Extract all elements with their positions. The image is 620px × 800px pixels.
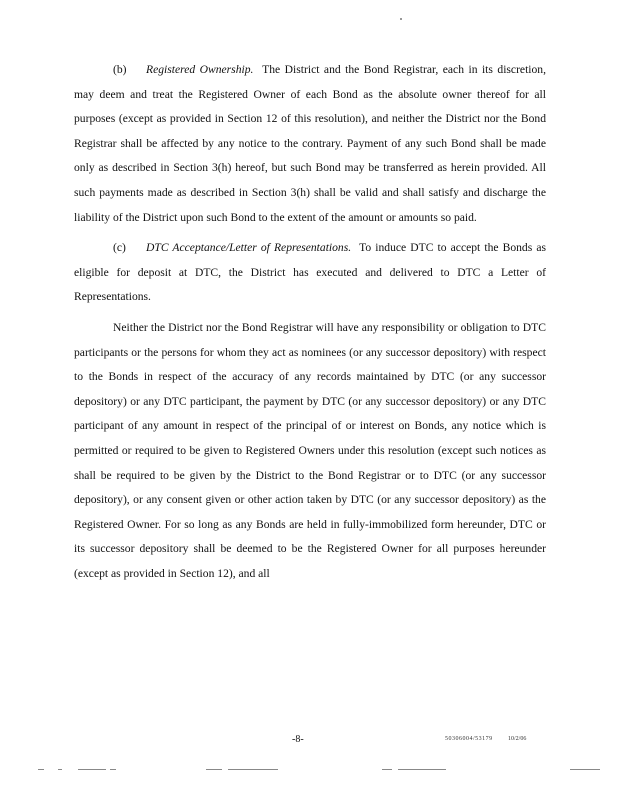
paragraph-c-text: To induce DTC to accept the Bonds as eligible for deposit at DTC, the District has executed and delivered to DTC a Letter of Representations.: [74, 241, 546, 304]
document-date: 10/2/06: [508, 736, 527, 742]
scan-mark: [206, 769, 222, 770]
scan-mark: [382, 769, 392, 770]
paragraph-b-heading: Registered Ownership.: [146, 63, 254, 76]
document-id: 50306004/53179: [445, 736, 493, 742]
scan-mark: [228, 769, 278, 770]
paragraph-c-heading: DTC Acceptance/Letter of Representations.: [146, 241, 352, 255]
scan-mark: [38, 769, 44, 770]
paragraph-b: [74, 58, 546, 230]
scan-mark: [570, 769, 600, 770]
page-footer: [0, 734, 620, 754]
paragraph-b-text: The District and the Bond Registrar, each in its discretion, may deem and treat the Registered Owner of each Bond as the absolute owner thereof for all purposes (except as provided in Section 12 of this resolution), and neither the District nor the Bond Registrar shall be affected by any notice to the contrary. Payment of any such Bond shall be made only as described in Section 3(h) hereof, but such Bond may be transferred as herein provided. All such payments made as described in Section 3(h) shall be valid and shall satisfy and discharge the liability of the District upon such Bond to the extent of the amount or amounts so paid.: [74, 63, 547, 224]
paragraph-c: [74, 236, 546, 310]
page-number: -8-: [292, 734, 304, 745]
scan-mark: [398, 769, 446, 770]
scan-mark: [78, 769, 106, 770]
paragraph-dtc-liability: Neither the District nor the Bond Registrar will have any responsibility or obligation to DTC participants or the persons for whom they act as nominees (or any successor depository) with respect to the Bonds in respect of the accuracy of any records maintained by DTC (or any successor depository) or any DTC participant, the payment by DTC (or any successor depository) or any DTC participant of any amount in respect of the principal of or interest on Bonds, any notice which is permitted or required to be given to Registered Owners under this resolution (except such notices as shall be required to be given by the District to the Bond Registrar or to DTC (or any successor depository), or any consent given or other action taken by DTC (or any successor depository) as the Registered Owner. For so long as any Bonds are held in fully-immobilized form hereunder, DTC or its successor depository shall be deemed to be the Registered Owner for all purposes hereunder (except as provided in Section 12), and all: [74, 320, 546, 580]
scan-mark: [110, 769, 116, 770]
document-body: [74, 58, 546, 586]
scan-speck: [400, 18, 402, 20]
paragraph-c-label: (c): [113, 241, 126, 255]
paragraph-b-label: (b): [113, 63, 127, 76]
scan-mark: [58, 769, 62, 770]
